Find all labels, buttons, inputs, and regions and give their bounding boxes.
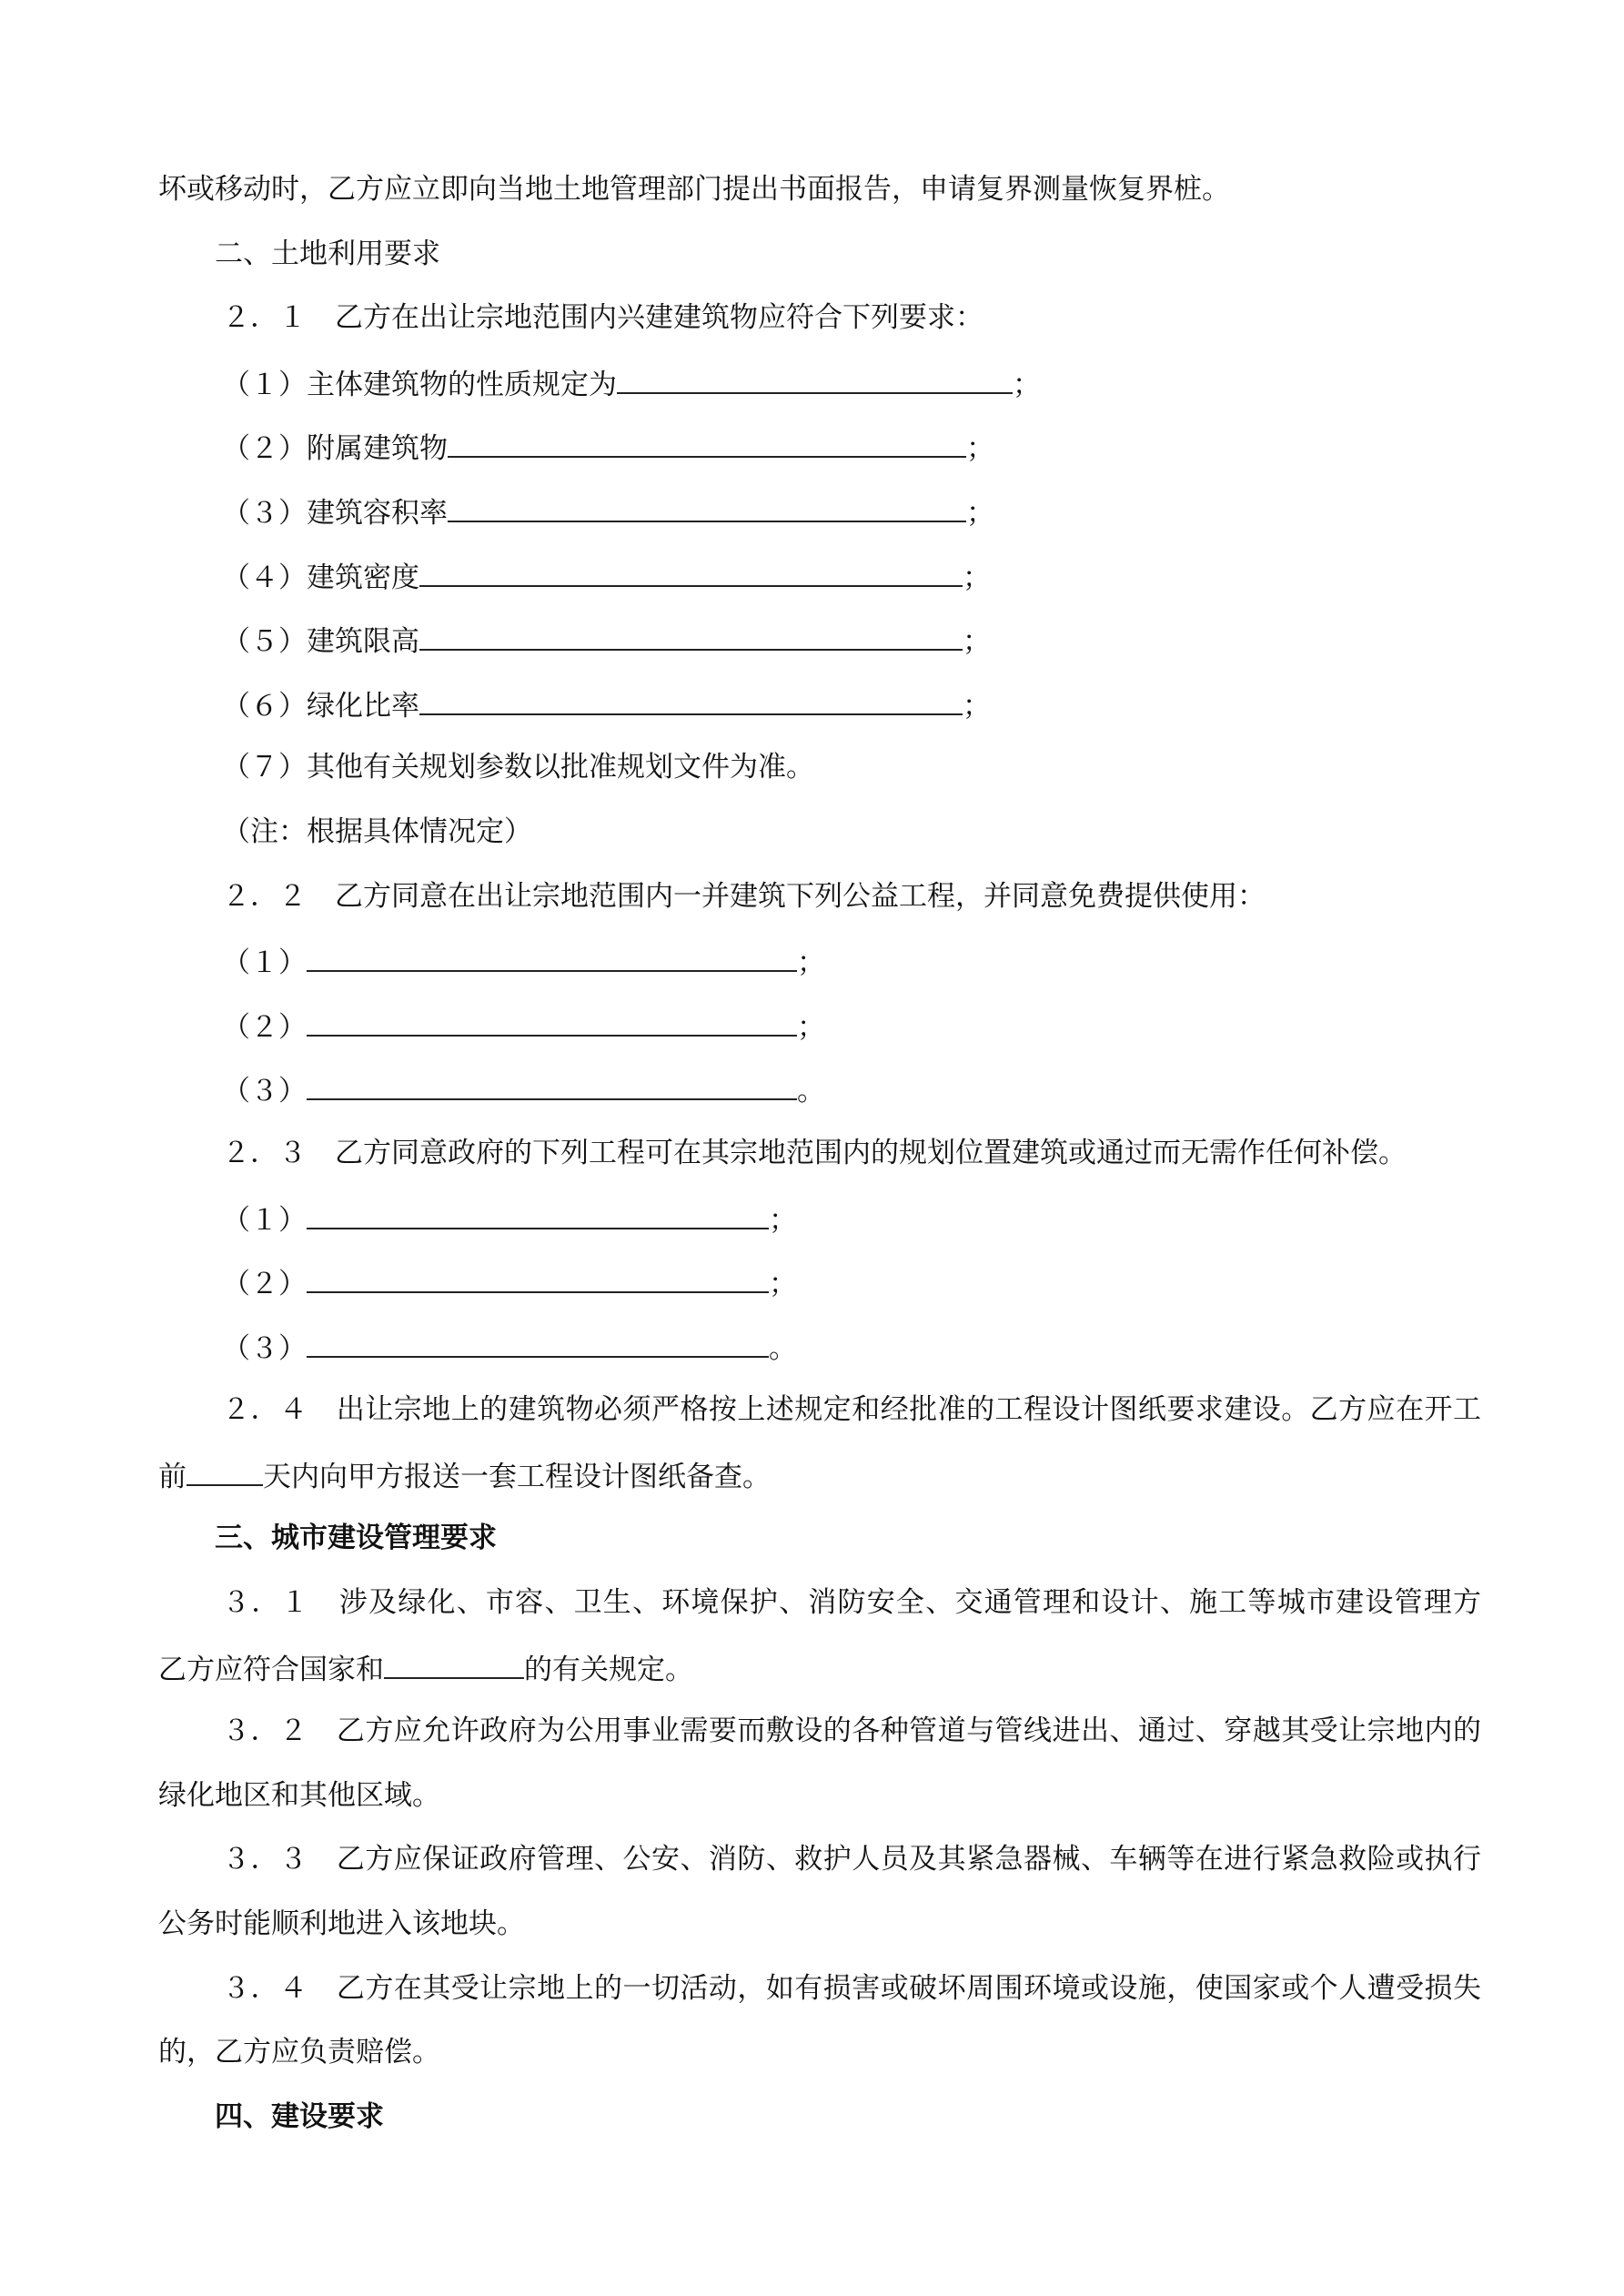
text-line (158, 1957, 1481, 2021)
text-line (158, 414, 1481, 479)
text-line (158, 993, 1481, 1057)
fill-in-blank[interactable] (448, 414, 966, 458)
text-line (158, 2020, 1481, 2085)
line-text: （２） (222, 1010, 307, 1044)
text-line (158, 350, 1481, 415)
line-text-after-blank: ； (963, 561, 991, 594)
line-text: 公务时能顺利地进入该地块。 (158, 1907, 525, 1941)
line-text: （２） (222, 1268, 307, 1301)
line-text: （２）附属建筑物 (222, 432, 448, 466)
fill-in-blank[interactable] (307, 1314, 769, 1358)
section-heading (158, 1506, 1481, 1571)
fill-in-blank[interactable] (419, 543, 963, 587)
text-line (158, 1378, 1481, 1442)
line-text-after-blank: ； (1013, 368, 1041, 401)
fill-in-blank[interactable] (307, 1057, 797, 1100)
text-line (158, 1635, 1481, 1700)
fill-in-blank[interactable] (307, 928, 797, 972)
line-text: （３） (222, 1331, 307, 1365)
line-text: （４）建筑密度 (222, 561, 419, 594)
line-text: ２．２ 乙方同意在出让宗地范围内一并建筑下列公益工程，并同意免费提供使用： (222, 879, 1266, 913)
fill-in-blank[interactable] (419, 672, 963, 715)
text-line (158, 543, 1481, 608)
fill-in-blank[interactable] (187, 1442, 263, 1486)
line-text: （１） (222, 946, 307, 980)
line-text: （注：根据具体情况定） (222, 814, 532, 848)
line-text-after-blank: ； (797, 1010, 825, 1044)
line-text-after-blank: ； (963, 689, 991, 723)
line-text: （５）建筑限高 (222, 625, 419, 659)
fill-in-blank[interactable] (307, 993, 797, 1037)
text-line (158, 1699, 1481, 1764)
line-text: （１） (222, 1203, 307, 1237)
line-text-after-blank: ； (966, 496, 994, 530)
line-text-after-blank: 天内向甲方报送一套工程设计图纸备查。 (263, 1460, 771, 1493)
text-line (158, 735, 1481, 800)
line-text: ３．１ 涉及绿化、市容、卫生、环境保护、消防安全、交通管理和设计、施工等城市建设管理方 (222, 1586, 1481, 1620)
line-text: 二、土地利用要求 (215, 237, 440, 270)
text-line (158, 865, 1481, 929)
section-heading (158, 2085, 1481, 2149)
line-text: （６）绿化比率 (222, 689, 419, 723)
line-text-after-blank: 。 (797, 1075, 825, 1108)
section-heading (158, 222, 1481, 287)
text-line (158, 800, 1481, 865)
line-text-after-blank: ； (797, 946, 825, 980)
line-text: 四、建设要求 (215, 2099, 384, 2133)
text-line (158, 1827, 1481, 1892)
line-text: ３．３ 乙方应保证政府管理、公安、消防、救护人员及其紧急器械、车辆等在进行紧急救险或执行 (222, 1843, 1481, 1876)
line-text: （３）建筑容积率 (222, 496, 448, 530)
text-line (158, 1314, 1481, 1379)
line-text-after-blank: ； (769, 1203, 797, 1237)
text-line (158, 479, 1481, 543)
fill-in-blank[interactable] (307, 1249, 769, 1293)
document-page (158, 157, 1481, 2149)
line-text: ３．４ 乙方在其受让宗地上的一切活动，如有损害或破坏周围环境或设施，使国家或个人遭受损失 (222, 1971, 1481, 2005)
fill-in-blank[interactable] (419, 607, 963, 651)
text-line (158, 672, 1481, 736)
text-line (158, 1249, 1481, 1314)
fill-in-blank[interactable] (307, 1186, 769, 1229)
line-text: 乙方应符合国家和 (158, 1653, 384, 1686)
text-line (158, 1571, 1481, 1635)
line-text: （３） (222, 1075, 307, 1108)
line-text: 前 (158, 1460, 187, 1493)
fill-in-blank[interactable] (384, 1635, 524, 1679)
line-text: 绿化地区和其他区域。 (158, 1778, 440, 1812)
line-text-after-blank: ； (963, 625, 991, 659)
text-line (158, 607, 1481, 672)
line-text-after-blank: ； (769, 1268, 797, 1301)
line-text: ２．４ 出让宗地上的建筑物必须严格按上述规定和经批准的工程设计图纸要求建设。乙方应在开工 (222, 1393, 1481, 1427)
line-text-after-blank: 的有关规定。 (524, 1653, 693, 1686)
line-text-after-blank: ； (966, 432, 994, 466)
line-text: （７）其他有关规划参数以批准规划文件为准。 (222, 751, 814, 784)
line-text: ２．３ 乙方同意政府的下列工程可在其宗地范围内的规划位置建筑或通过而无需作任何补偿。 (222, 1136, 1407, 1169)
text-line (158, 286, 1481, 350)
line-text-after-blank: 。 (769, 1331, 797, 1365)
text-line (158, 157, 1481, 222)
fill-in-blank[interactable] (617, 350, 1013, 394)
text-line (158, 1186, 1481, 1250)
text-line (158, 1892, 1481, 1957)
text-line (158, 1764, 1481, 1828)
line-text: ３．２ 乙方应允许政府为公用事业需要而敷设的各种管道与管线进出、通过、穿越其受让宗地内的 (222, 1714, 1481, 1748)
line-text: ２．１ 乙方在出让宗地范围内兴建建筑物应符合下列要求： (222, 301, 983, 335)
text-line (158, 1121, 1481, 1186)
fill-in-blank[interactable] (448, 479, 966, 522)
text-line (158, 1442, 1481, 1507)
line-text: 坏或移动时，乙方应立即向当地土地管理部门提出书面报告，申请复界测量恢复界桩。 (158, 173, 1230, 206)
text-line (158, 928, 1481, 993)
line-text: 三、城市建设管理要求 (215, 1522, 497, 1555)
line-text: 的，乙方应负责赔偿。 (158, 2036, 440, 2069)
text-line (158, 1057, 1481, 1121)
line-text: （１）主体建筑物的性质规定为 (222, 368, 617, 401)
